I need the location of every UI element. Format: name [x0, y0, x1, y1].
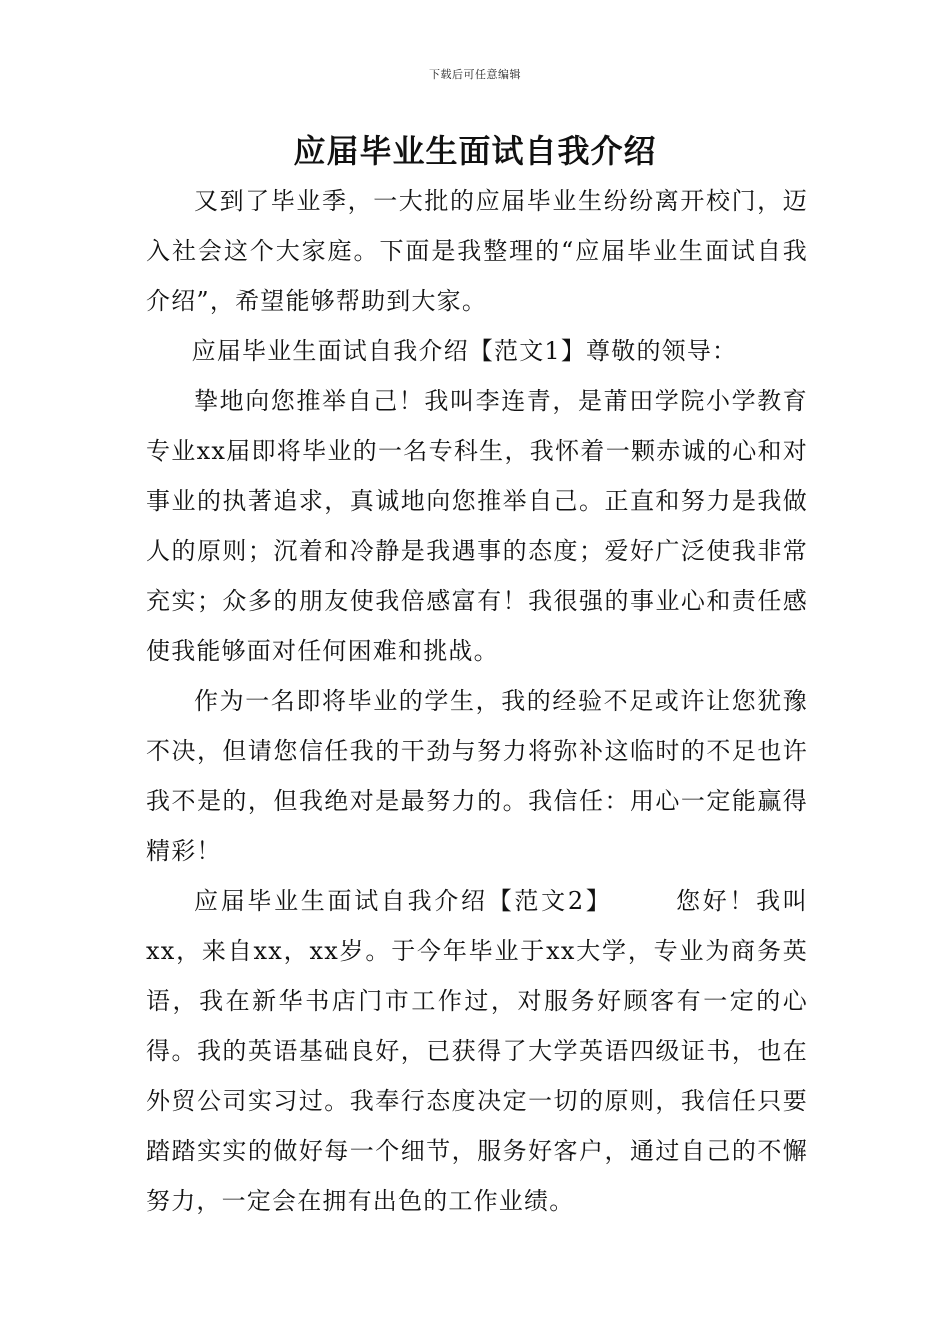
document-title: 应届毕业生面试自我介绍	[293, 132, 657, 170]
sample2-paragraph	[146, 876, 808, 1226]
sample1-paragraph-1: 挚地向您推举自己！我叫李连青，是莆田学院小学教育专业xx届即将毕业的一名专科生，我怀着一颗赤诚的心和对事业的执著追求，真诚地向您推举自己。正直和努力是我做人的原则；沉着和冷静是我遇事的态度；爱好广泛使我非常充实；众多的朋友使我倍感富有！我很强的事业心和责任感使我能够面对任何困难和挑战。	[146, 387, 808, 665]
header-note: 下载后可任意编辑	[429, 68, 521, 81]
sample2-text: 您好！我叫xx，来自xx，xx岁。于今年毕业于xx大学，专业为商务英语，我在新华书店门市工作过，对服务好顾客有一定的心得。我的英语基础良好，已获得了大学英语四级证书，也在外贸公司实习过。我奉行态度决定一切的原则，我信任只要踏踏实实的做好每一个细节，服务好客户，通过自己的不懈努力，一定会在拥有出色的工作业绩。	[146, 887, 809, 1215]
sample2-heading: 应届毕业生面试自我介绍【范文2】	[194, 887, 613, 915]
intro-paragraph: 又到了毕业季，一大批的应届毕业生纷纷离开校门，迈入社会这个大家庭。下面是我整理的“应届毕业生面试自我介绍”，希望能够帮助到大家。	[146, 187, 808, 315]
document-body	[146, 176, 808, 1226]
sample1-heading: 应届毕业生面试自我介绍【范文1】尊敬的领导：	[191, 337, 738, 365]
sample1-paragraph-2: 作为一名即将毕业的学生，我的经验不足或许让您犹豫不决，但请您信任我的干劲与努力将弥补这临时的不足也许我不是的，但我绝对是最努力的。我信任：用心一定能赢得精彩！	[146, 687, 808, 865]
